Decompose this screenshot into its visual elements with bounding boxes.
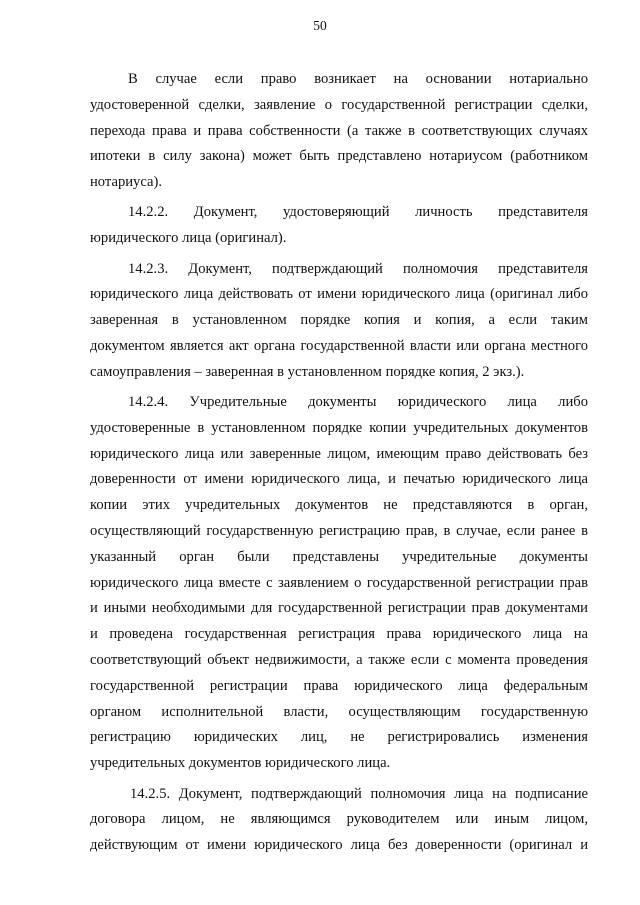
text-line: доверенности от имени юридического лица, и печатью юридического лица (90, 471, 588, 488)
paragraph-14-2-2 (90, 200, 588, 252)
text-line: государственной регистрации права юридического лица федеральным (90, 677, 588, 694)
text-line: указанный орган были представлены учредительные документы (90, 548, 588, 565)
text-line: учредительных документов юридического лица. (90, 755, 391, 772)
text-line: 14.2.4. Учредительные документы юридического лица либо (128, 394, 588, 411)
text-line: 14.2.5. Документ, подтверждающий полномочия лица на подписание (130, 785, 588, 802)
text-line: документом является акт органа государственной власти или органа местного (90, 337, 588, 354)
text-line: ипотеки в силу закона) может быть представлено нотариусом (работником (90, 148, 588, 165)
text-line: удостоверенной сделки, заявление о государственной регистрации сделки, (90, 96, 588, 113)
text-line: 14.2.2. Документ, удостоверяющий личность представителя (128, 204, 588, 221)
page-number: 50 (313, 18, 327, 33)
text-line: юридического лица вместе с заявлением о государственной регистрации прав (90, 574, 588, 591)
text-line: договора лицом, не являющимся руководителем или иным лицом, (90, 811, 588, 828)
text-line: нотариуса). (90, 174, 162, 191)
text-line: соответствующий объект недвижимости, а также если с момента проведения (90, 652, 588, 669)
text-line: самоуправления – заверенная в установленном порядке копия, 2 экз.). (90, 363, 525, 380)
paragraph-notary-case (90, 67, 588, 196)
text-line: В случае если право возникает на основании нотариально (128, 71, 588, 87)
text-line: юридического лица или заверенные лицом, имеющим право действовать без (90, 445, 588, 462)
text-line: 14.2.3. Документ, подтверждающий полномочия представителя (128, 260, 588, 277)
text-line: осуществляющий государственную регистрацию прав, в случае, если ранее в (90, 523, 588, 540)
paragraph-14-2-3 (90, 257, 588, 386)
text-line: удостоверенные в установленном порядке копии учредительных документов (90, 419, 588, 436)
text-line: юридического лица (оригинал). (90, 230, 287, 247)
paragraph-14-2-4 (90, 390, 588, 777)
document-body (90, 67, 588, 859)
paragraph-14-2-5 (90, 782, 588, 859)
text-line: заверенная в установленном порядке копия и копия, а если таким (90, 312, 588, 329)
text-line: копии этих учредительных документов не представляются в орган, (90, 497, 588, 514)
text-line: регистрацию юридических лиц, не регистрировались изменения (90, 729, 588, 746)
text-line: органом исполнительной власти, осуществляющим государственную (90, 703, 588, 720)
text-line: перехода права и права собственности (а также в соответствующих случаях (90, 122, 588, 139)
text-line: действующим от имени юридического лица без доверенности (оригинал и (90, 837, 588, 854)
text-line: и иными необходимыми для государственной регистрации прав документами (90, 600, 588, 617)
text-line: юридического лица действовать от имени юридического лица (оригинал либо (90, 286, 588, 303)
text-line: и проведена государственная регистрация права юридического лица на (90, 626, 588, 643)
